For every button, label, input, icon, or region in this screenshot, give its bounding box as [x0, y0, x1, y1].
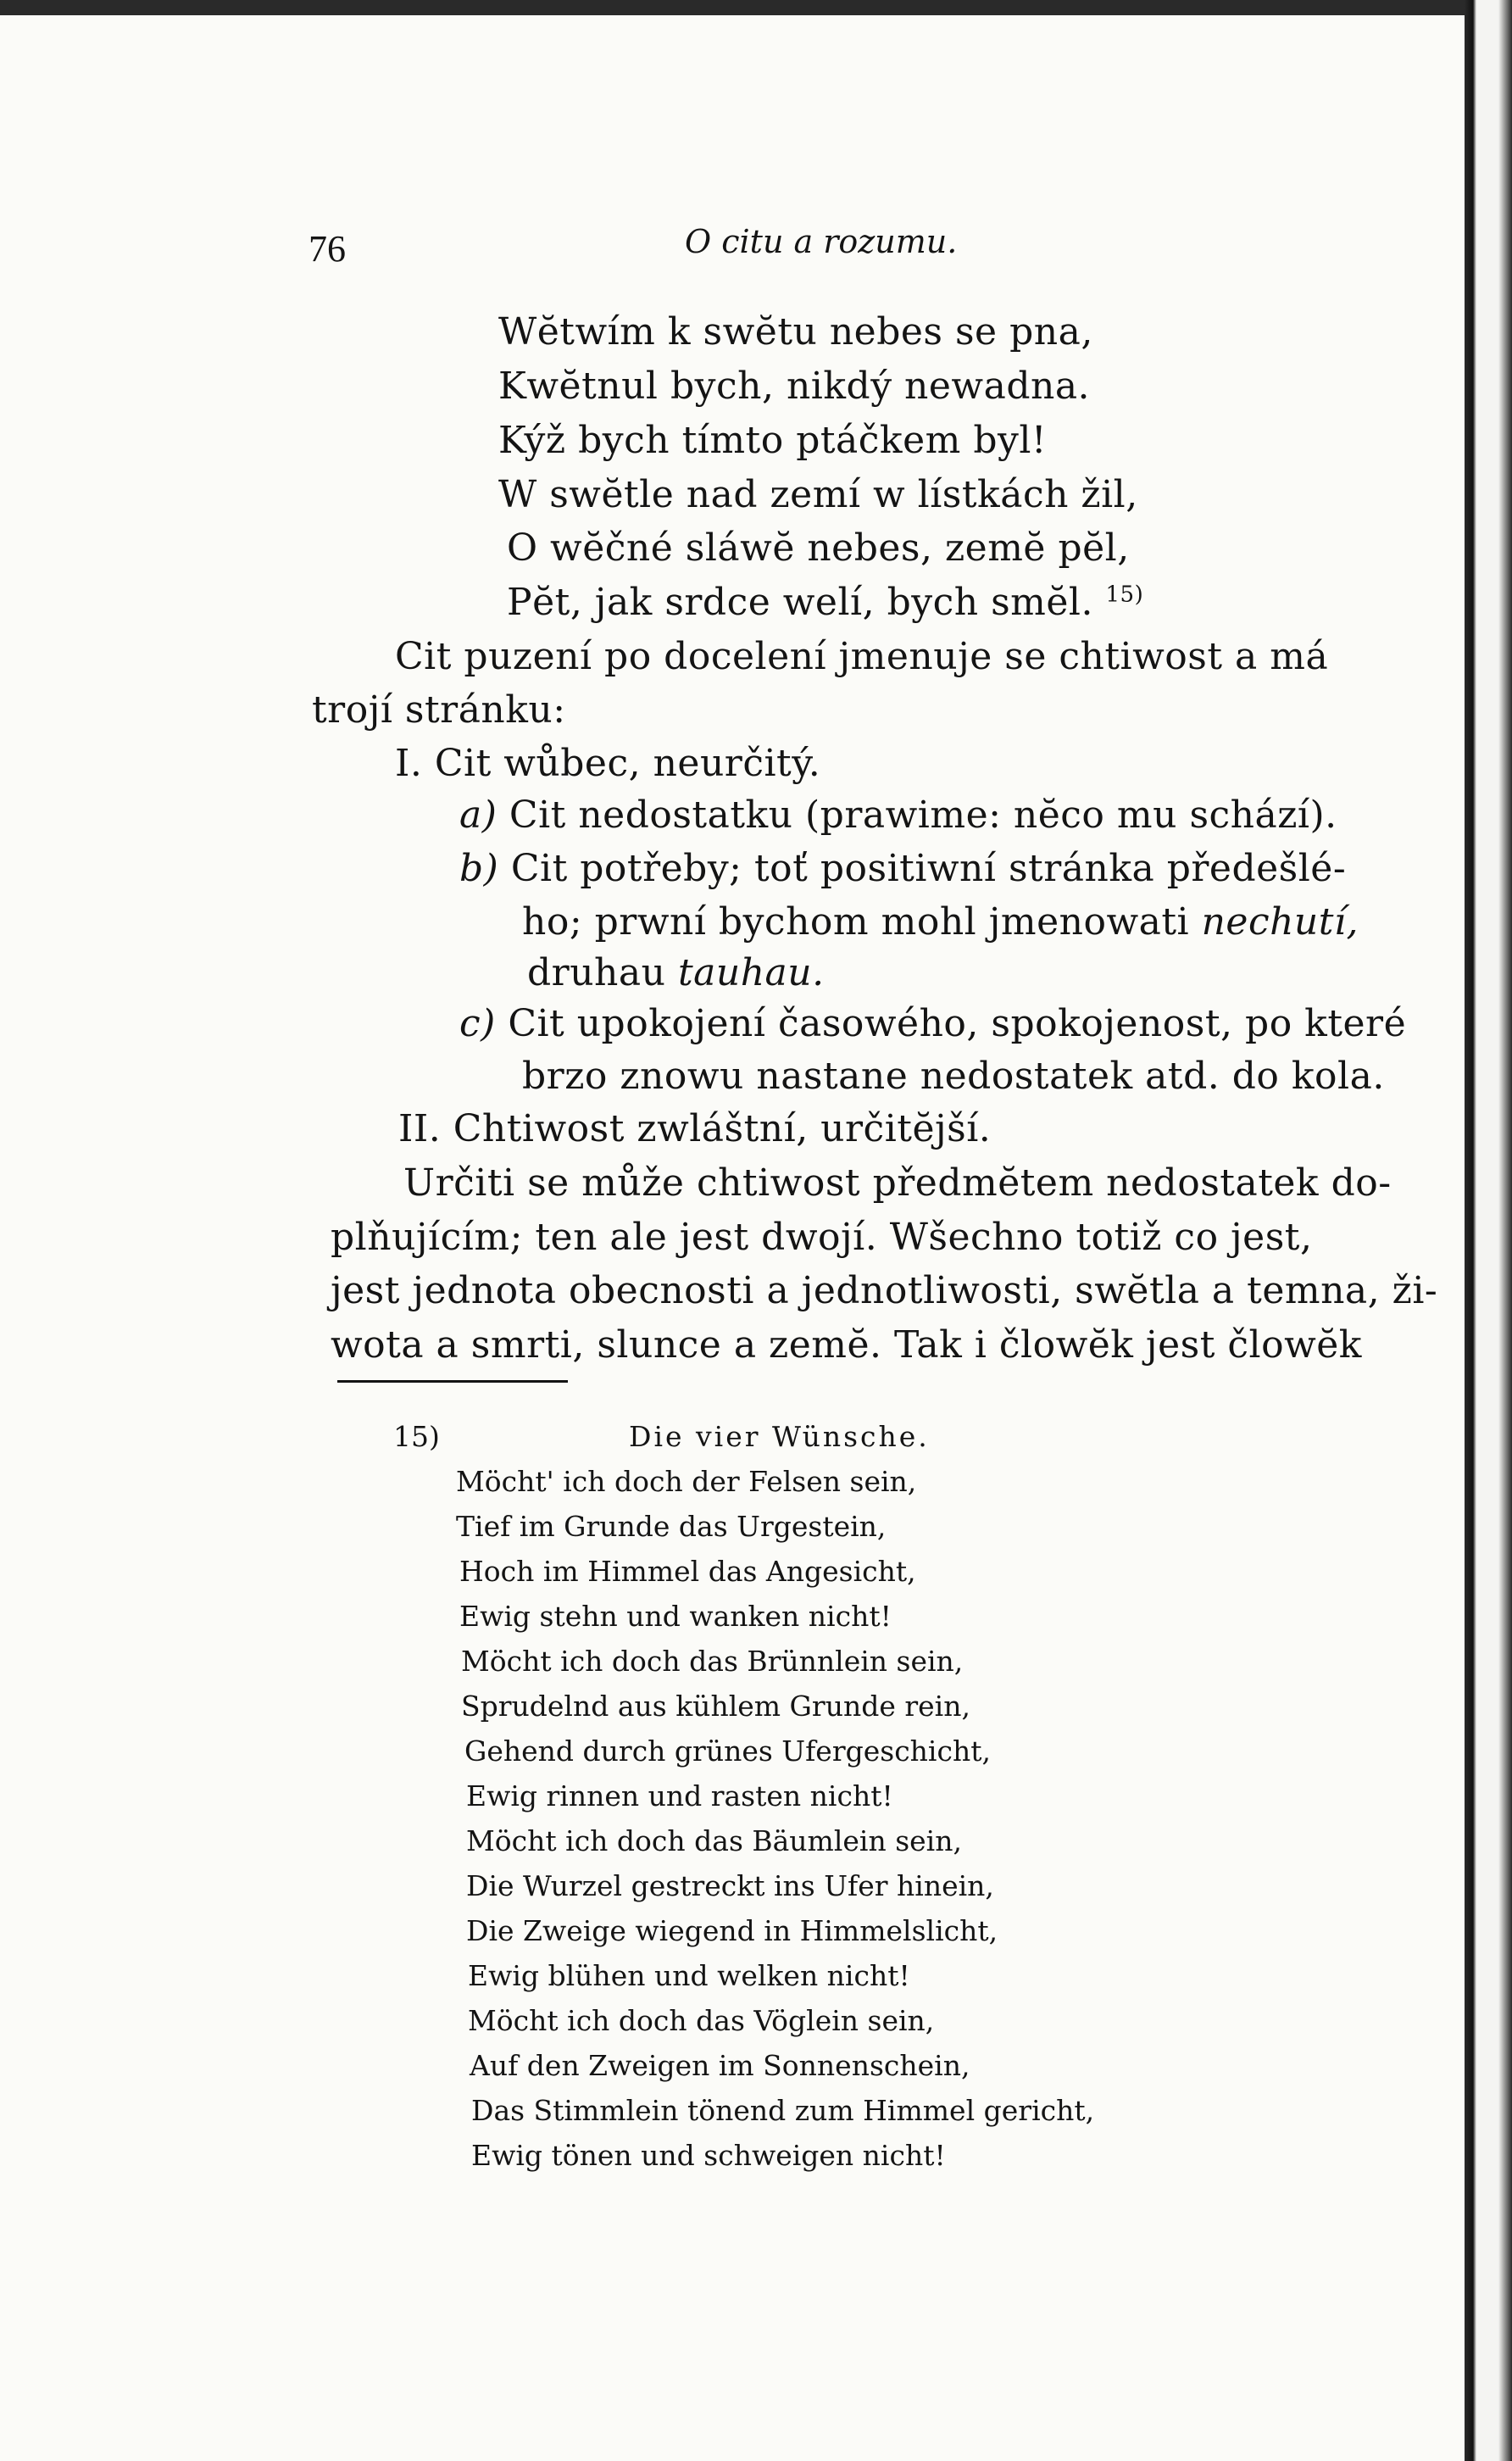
scan-edge — [1465, 0, 1512, 2461]
paragraph-line: Cit puzení po docelení jmenuje se chtiwost a má — [395, 635, 1329, 678]
verse-line: O wĕčné sláwĕ nebes, zemĕ pĕl, — [507, 526, 1130, 570]
poem-line: Ewig blühen und welken nicht! — [468, 1959, 910, 1992]
verse-line: Wĕtwím k swĕtu nebes se pna, — [498, 310, 1093, 354]
poem-line: Hoch im Himmel das Angesicht, — [459, 1555, 916, 1588]
poem-line: Gehend durch grünes Ufergeschicht, — [464, 1734, 991, 1768]
verse-line-last: Pĕt, jak srdce welí, bych smĕl. $^{15)}$ — [507, 581, 1144, 624]
paragraph-line: jest jednota obecnosti a jednotliwosti, swĕtla a temna, ži- — [331, 1269, 1438, 1312]
poem-line: Möcht ich doch das Bäumlein sein, — [466, 1824, 962, 1857]
poem-line: Die Zweige wiegend in Himmelslicht, — [466, 1914, 998, 1947]
poem-line: Ewig rinnen und rasten nicht! — [466, 1779, 893, 1812]
item-label: a) — [459, 793, 498, 837]
footnote-number: 15) — [393, 1420, 440, 1453]
poem-line: Tief im Grunde das Urgestein, — [456, 1510, 887, 1543]
list-item-b-cont: druhau tauhau. — [527, 951, 825, 994]
list-item-b-cont: ho; prwní bychom mohl jmenowati nechutí, — [522, 900, 1359, 944]
running-title: O citu a rozumu. — [685, 223, 958, 260]
section-heading-1: I. Cit wůbec, neurčitý. — [395, 742, 821, 785]
verse-line: Kwĕtnul bych, nikdý newadna. — [498, 365, 1091, 408]
poem-line: Möcht ich doch das Vöglein sein, — [468, 2004, 935, 2037]
poem-line: Möcht' ich doch der Felsen sein, — [456, 1465, 917, 1498]
paragraph-line: trojí stránku: — [312, 688, 566, 732]
footnote-rule — [337, 1380, 568, 1383]
section-heading-2: II. Chtiwost zwláštní, určitĕjší. — [398, 1107, 992, 1150]
item-label: b) — [459, 847, 499, 890]
poem-line: Auf den Zweigen im Sonnenschein, — [470, 2049, 970, 2082]
paragraph-line: Určiti se může chtiwost předmĕtem nedostatek do- — [403, 1161, 1392, 1205]
poem-line: Ewig tönen und schweigen nicht! — [471, 2139, 946, 2172]
verse-line: W swĕtle nad zemí w lístkách žil, — [498, 473, 1138, 516]
list-item-c-cont: brzo znowu nastane nedostatek atd. do kola. — [522, 1055, 1385, 1098]
verse-line: Kýž bych tímto ptáčkem byl! — [498, 419, 1048, 462]
list-item-b: b) Cit potřeby; toť positiwní stránka předešlé- — [459, 847, 1347, 890]
poem-line: Sprudelnd aus kühlem Grunde rein, — [461, 1690, 970, 1723]
book-page — [0, 15, 1465, 2461]
footnote-title: Die vier Wünsche. — [629, 1420, 930, 1453]
poem-line: Ewig stehn und wanken nicht! — [459, 1600, 892, 1633]
poem-line: Das Stimmlein tönend zum Himmel gericht, — [471, 2094, 1095, 2127]
poem-line: Möcht ich doch das Brünnlein sein, — [461, 1645, 964, 1678]
page-number: 76 — [309, 228, 346, 270]
poem-line: Die Wurzel gestreckt ins Ufer hinein, — [466, 1869, 994, 1902]
list-item-a: a) Cit nedostatku (prawime: nĕco mu schází). — [459, 793, 1337, 837]
paragraph-line: plňujícím; ten ale jest dwojí. Wšechno totiž co jest, — [331, 1216, 1313, 1259]
paragraph-line: wota a smrti, slunce a zemĕ. Tak i člowĕk jest člowĕk — [331, 1323, 1362, 1367]
list-item-c: c) Cit upokojení časowého, spokojenost, po které — [459, 1002, 1407, 1045]
item-label: c) — [459, 1002, 496, 1045]
footnote-ref: 15) — [1105, 582, 1144, 608]
